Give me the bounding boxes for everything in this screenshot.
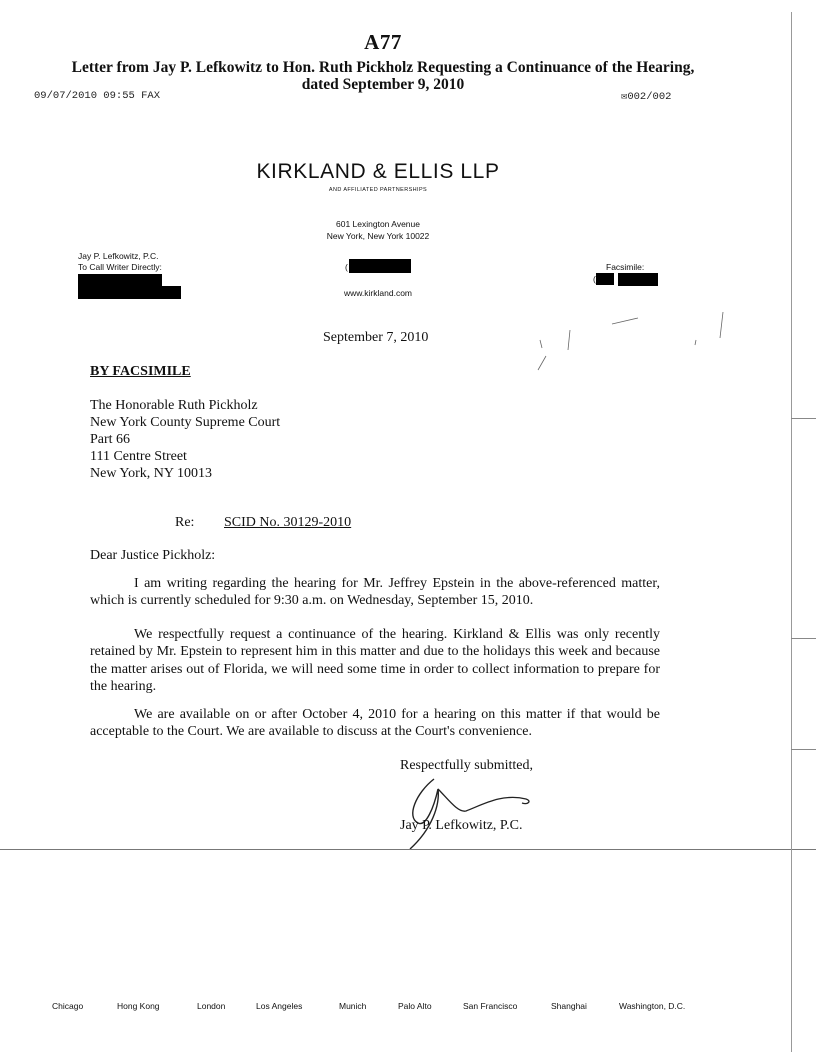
recipient-line: The Honorable Ruth Pickholz [90,398,258,413]
paragraph-3 [90,706,660,741]
phone-prefix: ( [345,262,348,272]
letter-date: September 7, 2010 [323,330,429,345]
footer-city: Los Angeles [256,1001,303,1011]
recipient-line: 111 Centre Street [90,449,187,464]
recipient-line: Part 66 [90,432,131,447]
recipient-line: New York, NY 10013 [90,466,212,481]
footer-city: Palo Alto [398,1001,432,1011]
footer-city: London [197,1001,226,1011]
scan-edge-line [791,12,792,1052]
writer-name: Jay P. Lefkowitz, P.C. [78,251,159,261]
re-label: Re: [175,515,195,530]
recipient-line: New York County Supreme Court [90,415,281,430]
fax-timestamp: 09/07/2010 09:55 FAX [34,90,161,102]
paragraph-2-text: We respectfully request a continuance of the hearing. Kirkland & Ellis was only recently retained by Mr. Epstein to represent him in this matter and due to the holidays this week and because the matter arises out of Florida, we will need some time in order to collect information to prepare for the hearing. [90,627,660,694]
paragraph-1 [90,575,660,610]
firm-address-line1: 601 Lexington Avenue [336,219,420,229]
footer-city: Munich [339,1001,367,1011]
redaction-direct-line-2 [78,286,181,299]
redaction-direct-line-1 [78,274,162,286]
redaction-fax-area [596,273,614,285]
salutation: Dear Justice Pickholz: [90,548,216,563]
paragraph-3-text: We are available on or after October 4, 2010 for a hearing on this matter if that would be acceptable to the Court. We are available to discuss at the Court's convenience. [90,707,660,740]
case-number: SCID No. 30129-2010 [224,515,352,530]
redaction-fax-number [618,273,658,286]
document-caption-line2: dated September 9, 2010 [301,76,465,93]
fax-prefix: ( [593,274,596,284]
document-caption-line1: Letter from Jay P. Lefkowitz to Hon. Ruth Pickholz Requesting a Continuance of the Hearing, [71,59,695,76]
redaction-phone [349,259,411,273]
firm-address-line2: New York, New York 10022 [326,231,430,241]
writer-direct-label: To Call Writer Directly: [78,262,162,272]
paragraph-1-text: I am writing regarding the hearing for Mr. Jeffrey Epstein in the above-referenced matter, which is currently scheduled for 9:30 a.m. on Wednesday, September 15, 2010. [90,576,660,609]
facsimile-label: Facsimile: [606,262,645,272]
exhibit-number: A77 [364,30,402,54]
paragraph-2 [90,626,660,695]
firm-website: www.kirkland.com [343,288,413,298]
footer-city: Hong Kong [117,1001,160,1011]
delivery-method: BY FACSIMILE [90,364,191,379]
closing: Respectfully submitted, [400,758,533,773]
footer-city: Chicago [52,1001,84,1011]
scan-artifact-tick [791,749,816,750]
footer-city: San Francisco [463,1001,518,1011]
firm-name: KIRKLAND & ELLIS LLP [256,160,500,183]
footer-city: Shanghai [551,1001,587,1011]
firm-affiliates: AND AFFILIATED PARTNERSHIPS [328,187,428,193]
fax-page-count: ✉002/002 [621,91,672,103]
page-divider-rule [0,849,816,850]
scan-marks [520,300,740,380]
signatory-name: Jay P. Lefkowitz, P.C. [400,818,523,833]
scan-artifact-tick [791,418,816,419]
handwritten-signature [392,773,542,853]
scan-artifact-tick [791,638,816,639]
footer-city: Washington, D.C. [619,1001,686,1011]
